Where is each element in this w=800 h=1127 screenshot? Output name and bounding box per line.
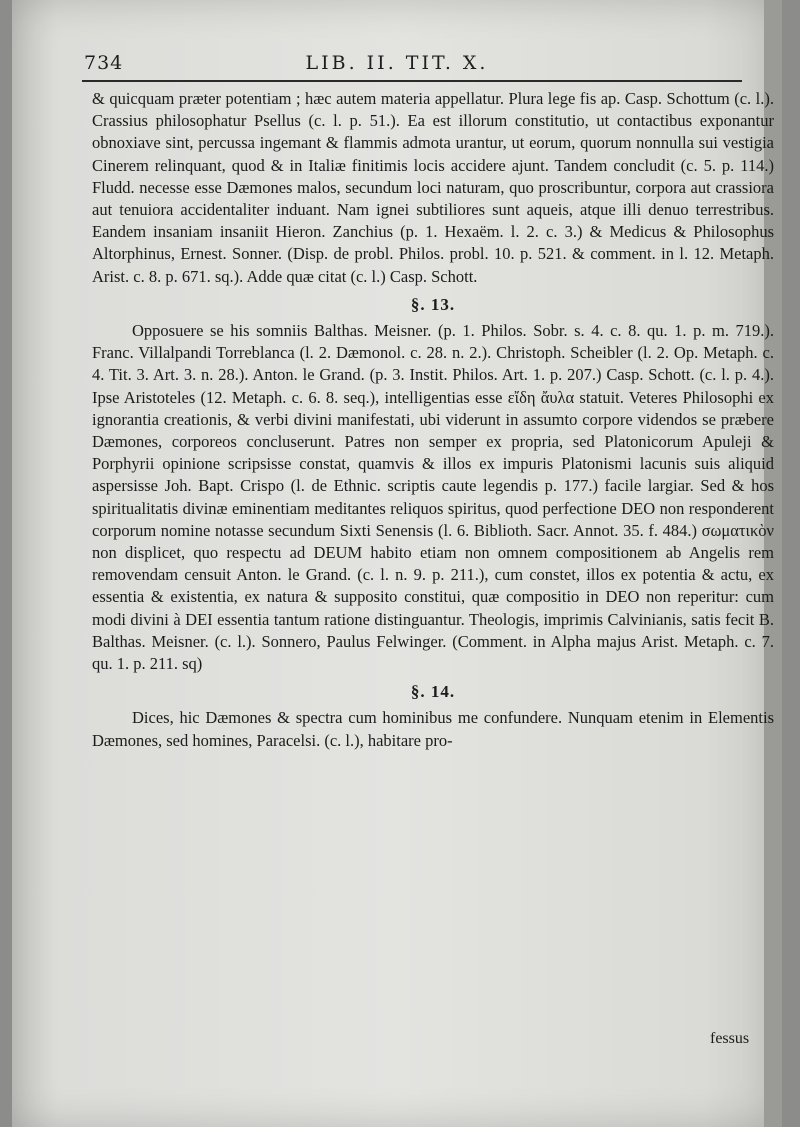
page-number: 734 [84,52,124,74]
book-page [12,0,782,1127]
header-rule [82,80,742,82]
paragraph-section-14: Dices, hic Dæmones & spectra cum hominibus me confundere. Nunquam etenim in Elementis Dæmones, sed homines, Paracelsi. (c. l.), habitare pro- [92,708,774,750]
section-heading-13: §. 13. [410,294,456,314]
running-head: LIB. II. TIT. X. [305,52,489,74]
catchword: fessus [710,1030,750,1047]
section-heading-14: §. 14. [410,682,456,702]
body-text [92,88,774,752]
page-header [72,52,722,82]
paragraph-continuation: & quicquam præter potentiam ; hæc autem materia appellatur. Plura lege fis ap. Casp. Schottum (c. l.). Crassius philosophatur Psellus (c. l. p. 51.). Ea est illorum constitutio, ut contactibus exponantur obnoxiave sint, percussa ingemant & flammis admota urantur, ut eorum, quorum nonnulla sui vestigia Cinerem relinquant, quod & in Italiæ finitimis locis accidere ajunt. Tandem concludit (c. 5. p. 114.) Fludd. necesse esse Dæmones malos, secundum loci naturam, quo proscribuntur, corpora aut crassiora aut tenuiora accidentaliter induant. Nam ignei subtiliores sunt aqueis, atque illi denuo terrestribus. Eandem insaniam insaniit Hieron. Zanchius (p. 1. Hexaëm. l. 2. c. 3.) & Medicus & Philosophus Altorphinus, Ernest. Sonner. (Disp. de probl. Philos. probl. 10. p. 521. & comment. in l. 12. Metaph. Arist. c. 8. p. 671. sq.). Adde quæ citat (c. l.) Casp. Schott. [92,89,774,286]
paragraph-section-13: Opposuere se his somniis Balthas. Meisner. (p. 1. Philos. Sobr. s. 4. c. 8. qu. 1. p. m. 719.). Franc. Villalpandi Torreblanca (l. 2. Dæmonol. c. 28. n. 2.). Christoph. Scheibler (l. 2. Op. Metaph. c. 4. Tit. 3. Art. 3. n. 28.). Anton. le Grand. (p. 3. Instit. Philos. Art. 1. p. 207.) Casp. Schott. (c. l. p. 4.). Ipse Aristoteles (12. Metaph. c. 6. 8. seq.), intelligentias esse εἴδη ἄυλα statuit. Veteres Philosophi ex ignorantia creationis, & verbi divini manifestati, ubi viderunt in assumto corpore videndos se præbere Dæmones, corporeos concluserunt. Patres non semper ex propria, sed Platonicorum Apuleji & Porphyrii opinione scripsisse constat, quamvis & illos ex impuris Platonismi lacunis suis aliquid aspersisse Joh. Bapt. Crispo (l. de Ethnic. scriptis caute legendis p. 177.) facile largiar. Sed & hos spiritualitatis divinæ eminentiam meditantes reliquos spiritus, quod perfectione DEO non responderent corporum nomine notasse secundum Sixti Senensis (l. 6. Biblioth. Sacr. Annot. 35. f. 484.) σωματικὸν non displicet, quo respectu ad DEUM habito etiam non omnem compositionem ab Angelis rem removendam censuit Anton. le Grand. (c. l. n. 9. p. 211.), cum constet, illos ex potentia & actu, ex essentia & existentia, ex natura & supposito constitui, quæ compositio in DEO non reperitur: cum modi divini à DEI essentia tantum ratione distinguantur. Theologis, imprimis Calvinianis, satis fecit B. Balthas. Meisner. (c. l.). Sonnero, Paulus Felwinger. (Comment. in Alpha majus Arist. Metaph. c. 7. qu. 1. p. 211. sq) [92,321,774,674]
